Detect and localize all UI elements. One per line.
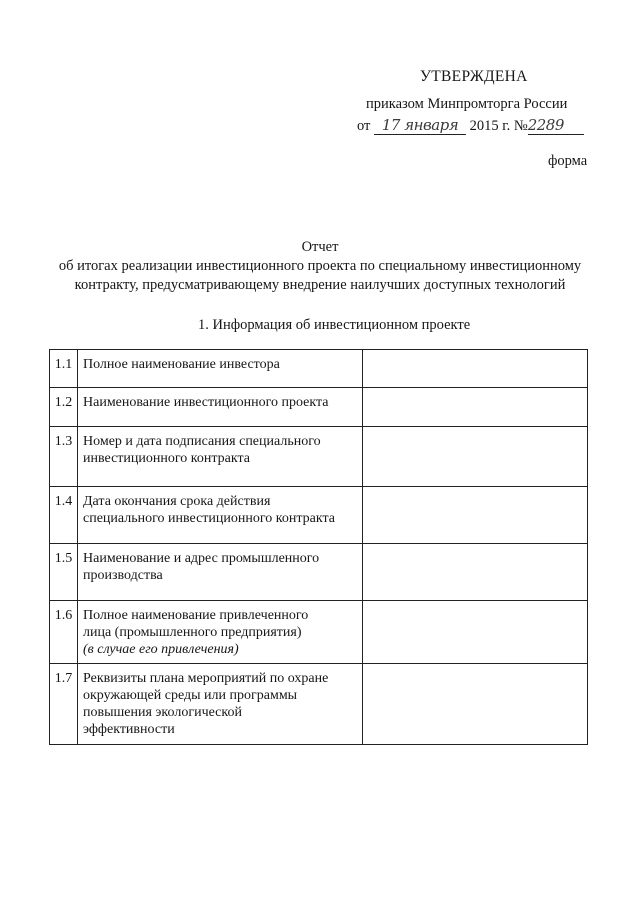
row-label bbox=[78, 487, 363, 544]
table-row bbox=[50, 601, 588, 664]
row-label-line: производства bbox=[83, 568, 163, 583]
report-title bbox=[0, 238, 640, 295]
row-label bbox=[78, 427, 363, 487]
date-prefix: от bbox=[357, 118, 371, 134]
row-value-cell[interactable] bbox=[363, 487, 588, 544]
row-value-cell[interactable] bbox=[363, 601, 588, 664]
row-value-cell[interactable] bbox=[363, 388, 588, 427]
report-title-line-2: об итогах реализации инвестиционного проекта по специальному инвестиционному bbox=[58, 258, 582, 274]
row-note: (в случае его привлечения) bbox=[83, 642, 239, 657]
table-row bbox=[50, 388, 588, 427]
row-value-cell[interactable] bbox=[363, 544, 588, 601]
table-row bbox=[50, 487, 588, 544]
row-number: 1.5 bbox=[50, 544, 78, 601]
row-label-line: Полное наименование инвестора bbox=[83, 357, 280, 372]
table-row bbox=[50, 544, 588, 601]
row-label-line: Наименование и адрес промышленного bbox=[83, 551, 320, 566]
row-number: 1.6 bbox=[50, 601, 78, 664]
report-title-line-3: контракту, предусматривающему внедрение наилучших доступных технологий bbox=[74, 277, 566, 293]
row-label-line: Полное наименование привлеченного bbox=[83, 608, 309, 623]
handwritten-date: 17 января bbox=[374, 116, 466, 135]
row-label-line: Реквизиты плана мероприятий по охране bbox=[83, 671, 329, 686]
row-value-cell[interactable] bbox=[363, 350, 588, 388]
section-title: 1. Информация об инвестиционном проекте bbox=[198, 317, 471, 333]
row-label-line: инвестиционного контракта bbox=[83, 451, 250, 466]
form-label: форма bbox=[548, 153, 588, 169]
row-label-line: Номер и дата подписания специального bbox=[83, 434, 321, 449]
row-number: 1.3 bbox=[50, 427, 78, 487]
row-label-line: Дата окончания срока действия bbox=[83, 494, 271, 509]
approval-order: приказом Минпромторга России bbox=[366, 96, 568, 112]
row-label bbox=[78, 350, 363, 388]
row-value-cell[interactable] bbox=[363, 664, 588, 745]
row-value-cell[interactable] bbox=[363, 427, 588, 487]
date-year: 2015 г. № bbox=[469, 118, 528, 134]
row-label bbox=[78, 544, 363, 601]
row-label bbox=[78, 601, 363, 664]
report-title-line-1: Отчет bbox=[301, 239, 339, 255]
handwritten-order-number: 2289 bbox=[528, 116, 584, 135]
row-number: 1.2 bbox=[50, 388, 78, 427]
row-label-line: лица (промышленного предприятия) bbox=[83, 625, 302, 640]
row-label-line: повышения экологической bbox=[83, 705, 242, 720]
row-number: 1.7 bbox=[50, 664, 78, 745]
row-number: 1.4 bbox=[50, 487, 78, 544]
table-row bbox=[50, 664, 588, 745]
approval-heading: УТВЕРЖДЕНА bbox=[420, 68, 528, 85]
investment-project-table bbox=[49, 349, 588, 745]
row-number: 1.1 bbox=[50, 350, 78, 388]
table-row bbox=[50, 427, 588, 487]
row-label-line: эффективности bbox=[83, 722, 175, 737]
row-label bbox=[78, 664, 363, 745]
approval-date-line bbox=[357, 116, 584, 135]
row-label-line: Наименование инвестиционного проекта bbox=[83, 395, 329, 410]
row-label bbox=[78, 388, 363, 427]
table-row bbox=[50, 350, 588, 388]
row-label-line: специального инвестиционного контракта bbox=[83, 511, 335, 526]
row-label-line: окружающей среды или программы bbox=[83, 688, 298, 703]
